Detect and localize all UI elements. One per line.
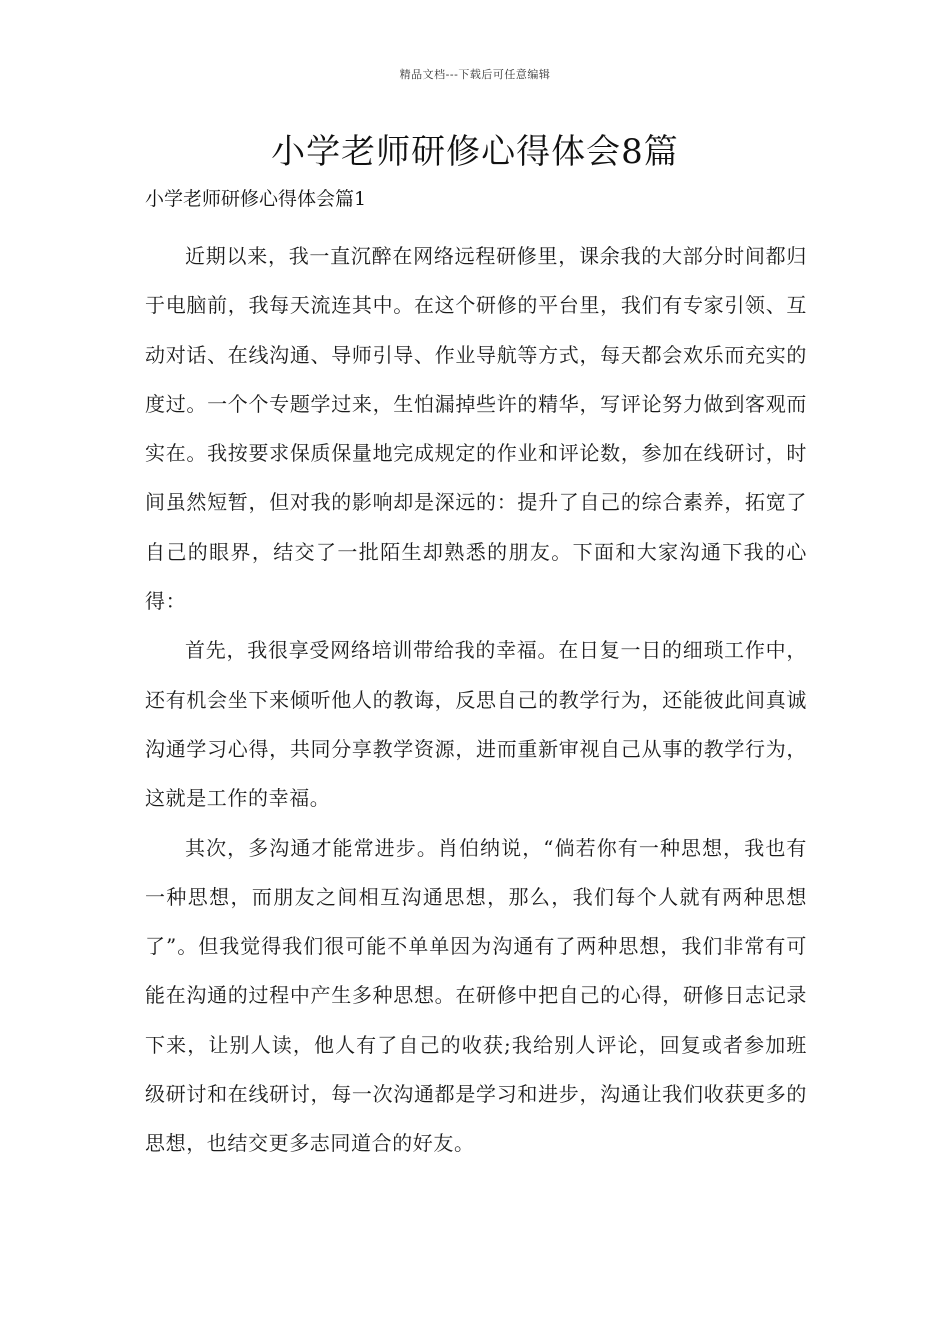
document-body (145, 232, 807, 1169)
document-title: 小学老师研修心得体会8篇 (271, 132, 679, 172)
section-heading: 小学老师研修心得体会篇1 (145, 188, 367, 210)
paragraph-1: 近期以来，我一直沉醉在网络远程研修里，课余我的大部分时间都归于电脑前，我每天流连其中。在这个研修的平台里，我们有专家引领、互动对话、在线沟通、导师引导、作业导航等方式，每天都会欢乐而充实的度过。一个个专题学过来，生怕漏掉些许的精华，写评论努力做到客观而实在。我按要求保质保量地完成规定的作业和评论数，参加在线研讨，时间虽然短暂，但对我的影响却是深远的：提升了自己的综合素养，拓宽了自己的眼界，结交了一批陌生却熟悉的朋友。下面和大家沟通下我的心得： (145, 244, 807, 614)
header-note: 精品文档---下载后可任意编辑 (399, 68, 551, 81)
paragraph-2: 首先，我很享受网络培训带给我的幸福。在日复一日的细琐工作中，还有机会坐下来倾听他人的教诲，反思自己的教学行为，还能彼此间真诚沟通学习心得，共同分享教学资源，进而重新审视自己从事的教学行为，这就是工作的幸福。 (145, 638, 807, 811)
paragraph-3: 其次，多沟通才能常进步。肖伯纳说，“倘若你有一种思想，我也有一种思想，而朋友之间相互沟通思想，那么，我们每个人就有两种思想了”。但我觉得我们很可能不单单因为沟通有了两种思想，我们非常有可能在沟通的过程中产生多种思想。在研修中把自己的心得，研修日志记录下来，让别人读，他人有了自己的收获;我给别人评论，回复或者参加班级研讨和在线研讨，每一次沟通都是学习和进步，沟通让我们收获更多的思想，也结交更多志同道合的好友。 (145, 835, 807, 1156)
